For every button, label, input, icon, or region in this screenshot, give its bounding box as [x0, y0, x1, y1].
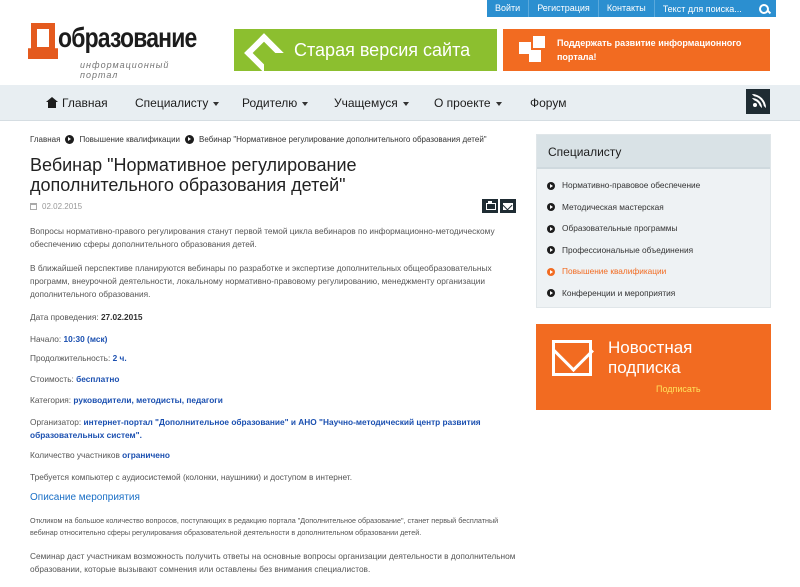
nav-forum[interactable]: [530, 85, 566, 121]
chevron-down-icon: [496, 102, 502, 106]
nav-about-label: О проекте: [434, 96, 491, 110]
event-start-label: Начало:: [30, 334, 62, 344]
chevron-right-icon: [547, 203, 555, 211]
envelope-icon: [552, 340, 592, 376]
nav-home[interactable]: [46, 85, 108, 121]
logo-tagline: информационный портал: [80, 60, 170, 80]
event-seats: [30, 450, 170, 460]
breadcrumb-current: Вебинар "Нормативное регулирование дополнительного образования детей": [199, 135, 487, 144]
breadcrumb-home[interactable]: Главная: [30, 135, 61, 144]
nav-home-label: Главная: [62, 96, 108, 110]
nav-student[interactable]: [334, 85, 409, 121]
chevron-right-icon: [547, 182, 555, 190]
old-site-banner-label: Старая версия сайта: [294, 39, 471, 60]
support-banner-label: Поддержать развитие информационного портала!: [557, 38, 742, 62]
newsletter-widget: [536, 324, 771, 410]
top-utility-bar: [487, 0, 776, 17]
event-category-label: Категория:: [30, 395, 72, 405]
search-input[interactable]: [663, 4, 755, 14]
sidebar-item-label: Методическая мастерская: [562, 201, 664, 212]
chevron-down-icon: [302, 102, 308, 106]
nav-forum-label: Форум: [530, 96, 567, 110]
breadcrumb-training[interactable]: Повышение квалификации: [79, 135, 181, 144]
event-seats-value: ограничено: [122, 450, 171, 460]
event-organizer-value: интернет-портал "Дополнительное образование" и АНО "Научно-методический центр развития образовательных систем".: [30, 417, 481, 440]
nav-specialist-label: Специалисту: [135, 96, 209, 110]
event-organizer-label: Организатор:: [30, 417, 82, 427]
nav-parent-label: Родителю: [242, 96, 298, 110]
article-date: 02.02.2015: [42, 202, 83, 211]
sidebar-menu: [537, 169, 770, 304]
chevron-right-icon: [547, 268, 555, 276]
event-start: [30, 334, 107, 344]
old-site-logo-icon: [246, 29, 282, 71]
sidebar-item-label: Профессиональные объединения: [562, 244, 694, 255]
puzzle-icon: [519, 36, 547, 64]
sidebar-item-label: Нормативно-правовое обеспечение: [562, 180, 701, 190]
chevron-right-icon: [547, 225, 555, 233]
event-duration-value: 2 ч.: [112, 353, 127, 363]
event-cost-label: Стоимость:: [30, 374, 74, 384]
page-title: Вебинар "Нормативное регулирование дополнительного образования детей": [30, 155, 357, 195]
calendar-icon: [30, 203, 37, 210]
search-icon[interactable]: [757, 2, 771, 16]
chevron-down-icon: [213, 102, 219, 106]
article-paragraph-1: Вопросы нормативно-правого регулирования станут первой темой цикла вебинаров по информационно-методическому обеспечению сферы дополнительного образования детей.: [30, 226, 495, 249]
event-cost: [30, 374, 119, 384]
article-paragraph-2: В ближайшей перспективе планируются вебинары по разработке и экспертизе дополнительных общеобразовательных программ, внеурочной деятельности, локальному нормативно-правовому регулированию, менеджменту организации дополнительного образования.: [30, 263, 492, 299]
sidebar-item-label: Конференции и мероприятия: [562, 287, 676, 298]
email-icon[interactable]: [500, 199, 516, 213]
event-organizer: [30, 416, 510, 442]
logo-mark-icon: [28, 23, 58, 59]
site-logo[interactable]: [28, 20, 203, 80]
nav-parent[interactable]: [242, 85, 308, 121]
support-banner[interactable]: [503, 29, 770, 71]
nav-specialist[interactable]: [135, 85, 219, 121]
contacts-link[interactable]: Контакты: [599, 0, 655, 17]
section-title-description: Описание мероприятия: [30, 492, 140, 503]
sidebar-item-methodical[interactable]: [537, 197, 770, 219]
nav-about[interactable]: [434, 85, 502, 121]
article-tools: [482, 199, 516, 213]
event-start-value: 10:30 (мск): [63, 334, 108, 344]
sidebar-item-training[interactable]: [537, 261, 770, 283]
event-requirements: Требуется компьютер с аудиосистемой (колонки, наушники) и доступом в интернет.: [30, 472, 352, 482]
event-date: [30, 312, 142, 322]
event-cost-value: бесплатно: [76, 374, 120, 384]
chevron-right-icon: [185, 135, 194, 144]
article-meta: [30, 202, 82, 211]
sidebar-item-label: Повышение квалификации: [562, 266, 667, 276]
login-link[interactable]: Войти: [487, 0, 529, 17]
event-category-value: руководители, методисты, педагоги: [73, 395, 223, 405]
event-seats-label: Количество участников: [30, 450, 120, 460]
chevron-right-icon: [65, 135, 74, 144]
sidebar-item-conferences[interactable]: [537, 283, 770, 305]
sidebar-item-associations[interactable]: [537, 240, 770, 262]
rss-icon[interactable]: [746, 89, 770, 114]
sidebar-item-programs[interactable]: [537, 218, 770, 240]
breadcrumb: [30, 135, 487, 144]
nav-student-label: Учащемуся: [334, 96, 398, 110]
chevron-right-icon: [547, 246, 555, 254]
event-duration-label: Продолжительность:: [30, 353, 111, 363]
event-category: [30, 395, 223, 405]
print-icon[interactable]: [482, 199, 498, 213]
event-date-value: 27.02.2015: [100, 312, 143, 322]
chevron-right-icon: [547, 289, 555, 297]
description-paragraph-2: Семинар даст участникам возможность получить ответы на основные вопросы организации деятельности в дополнительном образовании, которые вызывают сомнения или оставлены без внимания специалистов.: [30, 551, 516, 574]
logo-wordmark: образование: [58, 22, 197, 53]
old-site-banner[interactable]: [234, 29, 497, 71]
sidebar-item-label: Образовательные программы: [562, 223, 678, 233]
search-box: [655, 0, 776, 17]
event-date-label: Дата проведения:: [30, 312, 99, 322]
subscribe-link[interactable]: Подписать: [656, 384, 701, 394]
register-link[interactable]: Регистрация: [529, 0, 599, 17]
event-duration: [30, 353, 127, 363]
sidebar-item-normative[interactable]: [537, 175, 770, 197]
description-paragraph-1: Откликом на большое количество вопросов, поступающих в редакцию портала "Дополнительное образование", станет первый бесплатный вебинар относительно сферы регулирования образовательной деятельности в дополнительном образовании детей.: [30, 516, 499, 537]
chevron-down-icon: [403, 102, 409, 106]
sidebar-title: Специалисту: [537, 135, 770, 169]
home-icon: [46, 97, 58, 108]
main-nav: [0, 85, 800, 121]
sidebar-specialist: [536, 134, 771, 308]
newsletter-title: Новостная подписка: [608, 338, 693, 377]
